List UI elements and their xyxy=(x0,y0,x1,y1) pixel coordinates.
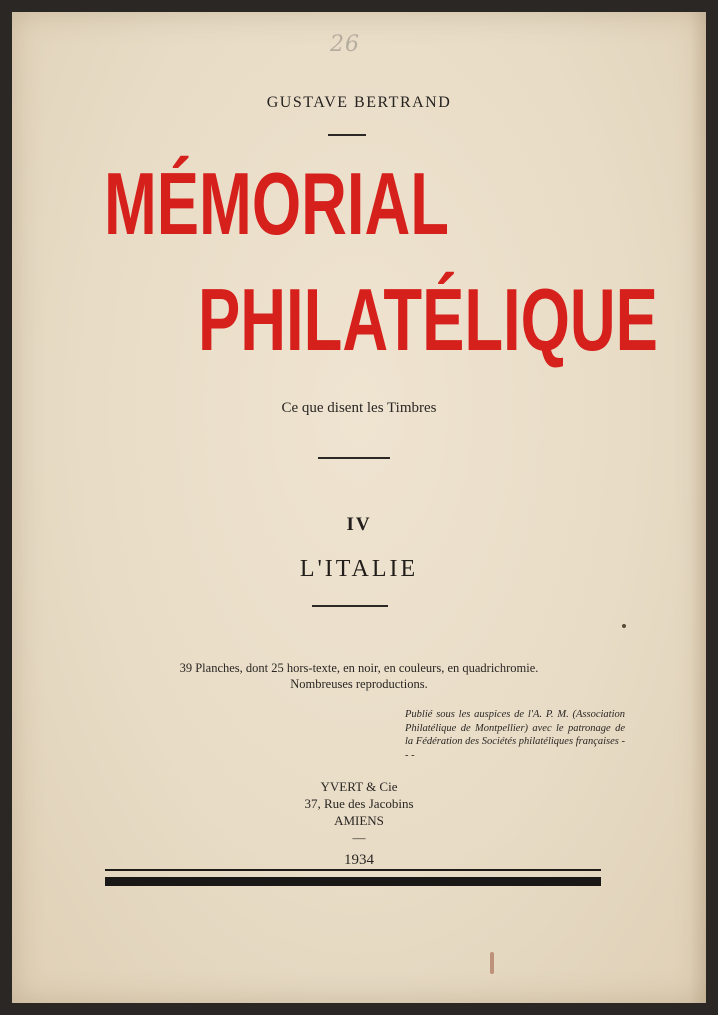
rule-under-volume-title xyxy=(312,605,388,607)
publication-year: 1934 xyxy=(344,852,374,868)
paper-edge-shadow xyxy=(690,12,706,1003)
author-name: GUSTAVE BERTRAND xyxy=(266,94,452,111)
publisher-dash: — xyxy=(352,830,366,845)
patronage-note: Publié sous les auspices de l'A. P. M. (Association Philatélique de Montpellier) avec le patronage de la Fédération des Sociétés philatéliques françaises - - - xyxy=(405,709,625,761)
title-line-1: MÉMORIAL xyxy=(104,154,449,253)
title-line-2: PHILATÉLIQUE xyxy=(198,270,658,369)
publisher-city: AMIENS xyxy=(334,813,384,828)
handwritten-number: 26 xyxy=(330,32,360,57)
paper-speck xyxy=(622,624,626,628)
rule-under-author xyxy=(328,134,366,136)
publisher-block xyxy=(12,778,706,846)
publisher-street: 37, Rue des Jacobins xyxy=(304,796,414,811)
paper-stain xyxy=(490,952,494,974)
plates-line-1: 39 Planches, dont 25 hors-texte, en noir, en couleurs, en quadrichromie. xyxy=(179,661,539,675)
rule-under-subtitle xyxy=(318,457,390,459)
volume-title: L'ITALIE xyxy=(299,556,419,582)
volume-number: IV xyxy=(346,514,372,535)
bottom-thin-rule xyxy=(105,869,601,871)
plates-line-2: Nombreuses reproductions. xyxy=(290,677,428,691)
publisher-name: YVERT & Cie xyxy=(320,779,398,794)
bottom-thick-rule xyxy=(105,877,601,886)
subtitle: Ce que disent les Timbres xyxy=(281,400,437,416)
plates-description xyxy=(12,660,706,692)
book-cover xyxy=(12,12,706,1003)
